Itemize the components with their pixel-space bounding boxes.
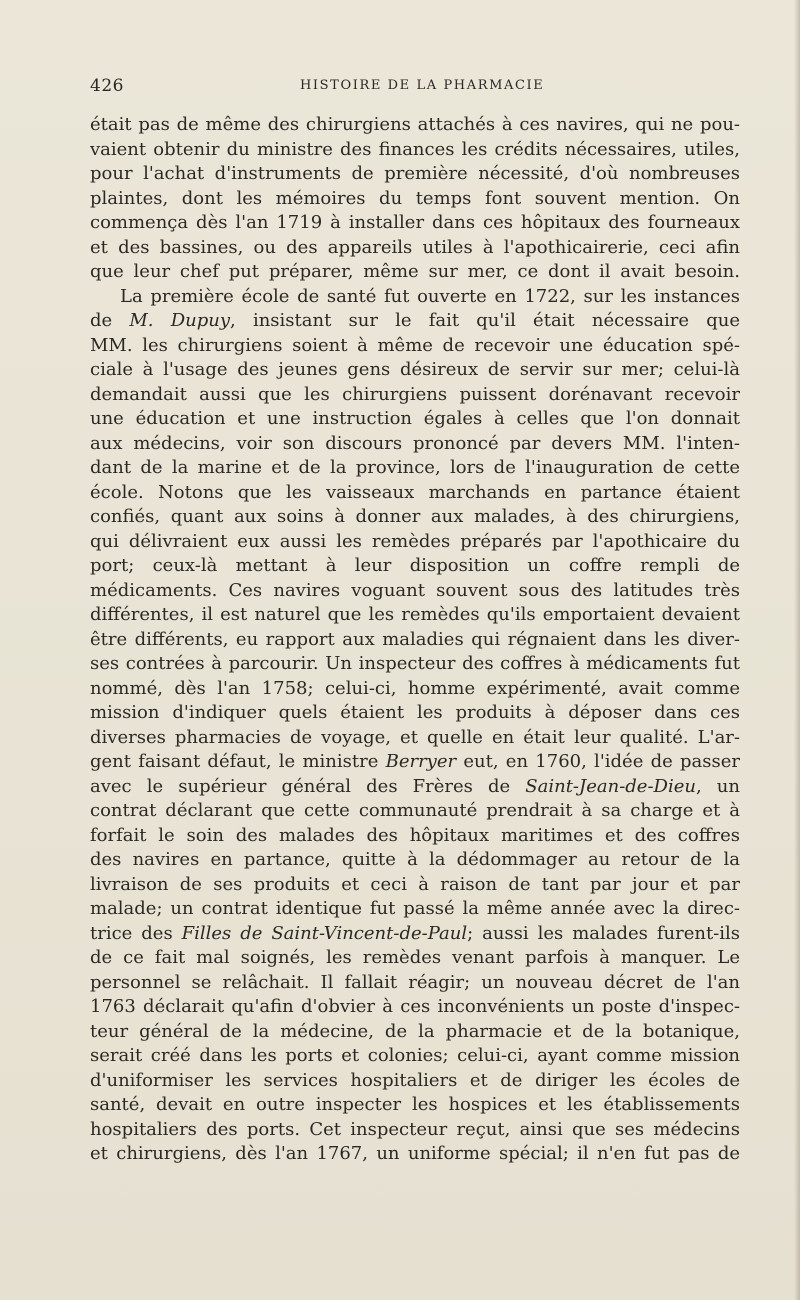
text-line: livraison de ses produits et ceci à raison de tant par jour et par: [90, 873, 740, 895]
text-line: contrat déclarant que cette communauté prendrait à sa charge et à: [90, 800, 740, 821]
text-line: MM. les chirurgiens soient à même de recevoir une éducation spé-: [90, 334, 740, 356]
italic-name: Berryer: [385, 751, 457, 772]
text-line: mission d'indiquer quels étaient les produits à déposer dans ces: [90, 702, 740, 723]
page-number: 426: [90, 76, 124, 96]
text-line: de M. Dupuy, insistant sur le fait qu'il était nécessaire que: [90, 310, 740, 331]
text-line: que leur chef put préparer, même sur mer, ce dont il avait besoin.: [90, 261, 740, 282]
italic-name: M. Dupuy: [129, 310, 231, 331]
italic-name: Filles de Saint-Vincent-de-Paul: [181, 922, 468, 944]
text-line: commença dès l'an 1719 à installer dans ces hôpitaux des fourneaux: [90, 212, 740, 233]
text-line: serait créé dans les ports et colonies; celui-ci, ayant comme mission: [90, 1045, 740, 1066]
text-line: vaient obtenir du ministre des finances les crédits nécessaires, utiles,: [90, 138, 740, 160]
body-text: [90, 113, 740, 1167]
text-line: port; ceux-là mettant à leur disposition un coffre rempli de: [90, 555, 740, 576]
text-line: différentes, il est naturel que les remèdes qu'ils emportaient devaient: [90, 604, 740, 625]
text-line: teur général de la médecine, de la pharmacie et de la botanique,: [90, 1020, 740, 1042]
text-line: et des bassines, ou des appareils utiles à l'apothicairerie, ceci afin: [90, 236, 740, 258]
text-line: nommé, dès l'an 1758; celui-ci, homme expérimenté, avait comme: [90, 677, 740, 699]
text-line: diverses pharmacies de voyage, et quelle en était leur qualité. L'ar-: [90, 726, 740, 748]
text-line: avec le supérieur général des Frères de Saint-Jean-de-Dieu, un: [90, 775, 740, 797]
page-header: [90, 76, 738, 98]
text-line: était pas de même des chirurgiens attachés à ces navires, qui ne pou-: [90, 114, 740, 135]
text-line: 1763 déclarait qu'afin d'obvier à ces inconvénients un poste d'inspec-: [90, 996, 740, 1017]
text-line: et chirurgiens, dès l'an 1767, un uniforme spécial; il n'en fut pas de: [90, 1143, 740, 1164]
text-line: des navires en partance, quitte à la dédommager au retour de la: [90, 849, 740, 870]
text-line: hospitaliers des ports. Cet inspecteur reçut, ainsi que ses médecins: [90, 1118, 740, 1140]
page-edge-shadow: [794, 0, 800, 1300]
text-line: forfait le soin des malades des hôpitaux maritimes et des coffres: [90, 824, 740, 846]
text-line: qui délivraient eux aussi les remèdes préparés par l'apothicaire du: [90, 530, 740, 552]
text-line: personnel se relâchait. Il fallait réagir; un nouveau décret de l'an: [90, 971, 740, 993]
text-line: de ce fait mal soignés, les remèdes venant parfois à manquer. Le: [90, 947, 740, 968]
text-line: école. Notons que les vaisseaux marchands en partance étaient: [90, 481, 740, 503]
text-line: médicaments. Ces navires voguant souvent sous des latitudes très: [90, 579, 740, 601]
text-line: d'uniformiser les services hospitaliers et de diriger les écoles de: [90, 1069, 740, 1091]
text-line: ciale à l'usage des jeunes gens désireux de servir sur mer; celui-là: [90, 359, 740, 380]
text-line: trice des Filles de Saint-Vincent-de-Paul; aussi les malades furent-ils: [90, 922, 740, 944]
text-line: demandait aussi que les chirurgiens puissent dorénavant recevoir: [90, 383, 740, 405]
text-line: confiés, quant aux soins à donner aux malades, à des chirurgiens,: [90, 506, 740, 527]
text-line: gent faisant défaut, le ministre Berryer eut, en 1760, l'idée de passer: [90, 751, 740, 772]
running-head: HISTOIRE DE LA PHARMACIE: [300, 78, 545, 93]
text-line: santé, devait en outre inspecter les hospices et les établissements: [90, 1094, 740, 1115]
text-line: malade; un contrat identique fut passé la même année avec la direc-: [90, 898, 740, 919]
text-line: ses contrées à parcourir. Un inspecteur des coffres à médicaments fut: [90, 653, 740, 674]
text-line: La première école de santé fut ouverte en 1722, sur les instances: [120, 285, 740, 307]
text-line: plaintes, dont les mémoires du temps font souvent mention. On: [90, 187, 740, 209]
text-line: pour l'achat d'instruments de première nécessité, d'où nombreuses: [90, 163, 740, 184]
text-line: aux médecins, voir son discours prononcé par devers MM. l'inten-: [90, 432, 740, 454]
text-line: être différents, eu rapport aux maladies qui régnaient dans les diver-: [90, 628, 740, 650]
italic-name: Saint-Jean-de-Dieu: [525, 775, 696, 797]
text-line: une éducation et une instruction égales à celles que l'on donnait: [90, 408, 740, 429]
text-line: dant de la marine et de la province, lors de l'inauguration de cette: [90, 457, 740, 478]
